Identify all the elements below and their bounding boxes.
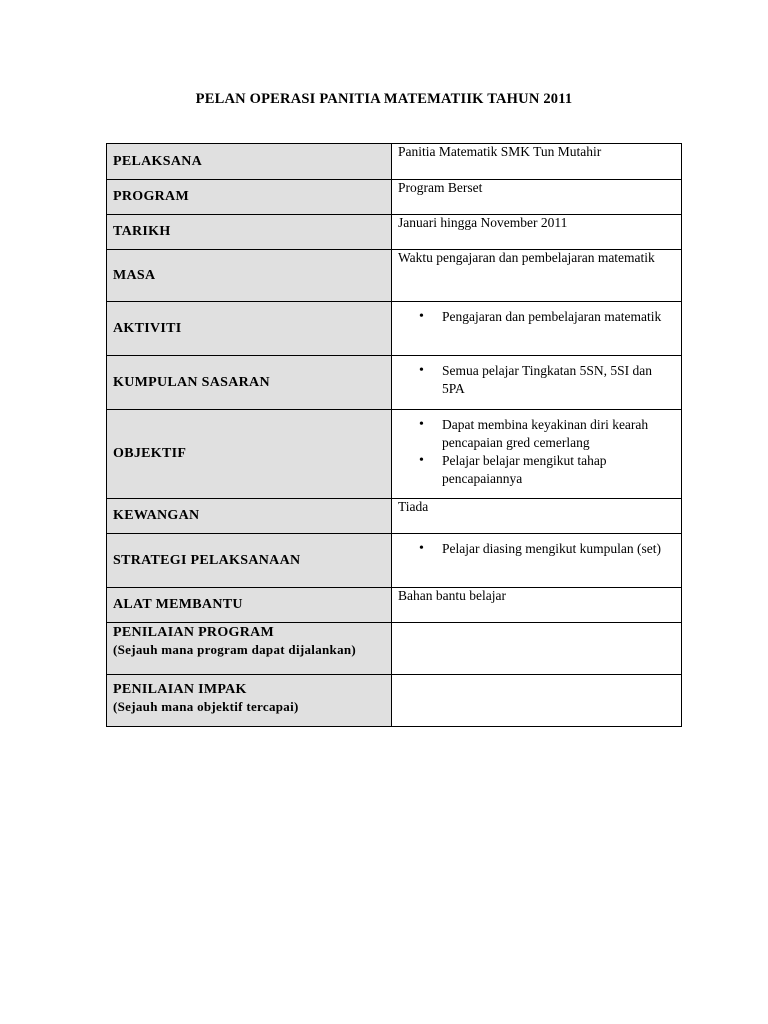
bullet-list	[398, 362, 675, 398]
row-value	[392, 356, 682, 410]
bullet-item: • Pelajar diasing mengikut kumpulan (set)	[442, 540, 675, 558]
table-row	[107, 623, 682, 675]
row-label	[107, 675, 392, 727]
row-label: PELAKSANA	[107, 144, 392, 180]
bullet-item: • Semua pelajar Tingkatan 5SN, 5SI dan 5PA	[442, 362, 675, 398]
row-label: MASA	[107, 250, 392, 302]
bullet-item: • Dapat membina keyakinan diri kearah pencapaian gred cemerlang	[442, 416, 675, 452]
table-row	[107, 180, 682, 215]
row-value	[392, 302, 682, 356]
bullet-list	[398, 308, 675, 326]
row-label: STRATEGI PELAKSANAAN	[107, 534, 392, 588]
row-label-main: PENILAIAN IMPAK	[113, 682, 247, 697]
row-value-text: Waktu pengajaran dan pembelajaran matematik	[398, 250, 655, 265]
table-row	[107, 588, 682, 623]
row-label: KEWANGAN	[107, 499, 392, 534]
bullet-list	[398, 416, 675, 488]
row-value	[392, 410, 682, 499]
row-value	[392, 588, 682, 623]
table-row	[107, 250, 682, 302]
table-row	[107, 675, 682, 727]
table-row	[107, 144, 682, 180]
table-row	[107, 356, 682, 410]
row-value-text: Tiada	[398, 499, 429, 514]
document-title: PELAN OPERASI PANITIA MATEMATIIK TAHUN 2011	[195, 91, 573, 107]
row-value-text: Bahan bantu belajar	[398, 588, 506, 603]
table-row	[107, 215, 682, 250]
row-label: AKTIVITI	[107, 302, 392, 356]
row-value	[392, 250, 682, 302]
row-value	[392, 215, 682, 250]
row-value	[392, 180, 682, 215]
bullet-item: • Pelajar belajar mengikut tahap pencapaiannya	[442, 452, 675, 488]
row-label: KUMPULAN SASARAN	[107, 356, 392, 410]
row-value-text: Januari hingga November 2011	[398, 215, 568, 230]
row-value	[392, 675, 682, 727]
row-label-sub: (Sejauh mana program dapat dijalankan)	[113, 642, 357, 657]
row-label-main: PENILAIAN PROGRAM	[113, 625, 275, 640]
row-label: ALAT MEMBANTU	[107, 588, 392, 623]
plan-table	[106, 143, 682, 727]
row-value	[392, 499, 682, 534]
row-value	[392, 623, 682, 675]
table-row	[107, 410, 682, 499]
row-label	[107, 623, 392, 675]
row-label-sub: (Sejauh mana objektif tercapai)	[113, 699, 299, 714]
bullet-list	[398, 540, 675, 558]
row-label: TARIKH	[107, 215, 392, 250]
table-row	[107, 534, 682, 588]
row-value	[392, 144, 682, 180]
table-row	[107, 302, 682, 356]
row-label: PROGRAM	[107, 180, 392, 215]
bullet-item: • Pengajaran dan pembelajaran matematik	[442, 308, 675, 326]
row-label: OBJEKTIF	[107, 410, 392, 499]
row-value	[392, 534, 682, 588]
row-value-text: Panitia Matematik SMK Tun Mutahir	[398, 144, 602, 159]
table-row	[107, 499, 682, 534]
row-value-text: Program Berset	[398, 180, 483, 195]
